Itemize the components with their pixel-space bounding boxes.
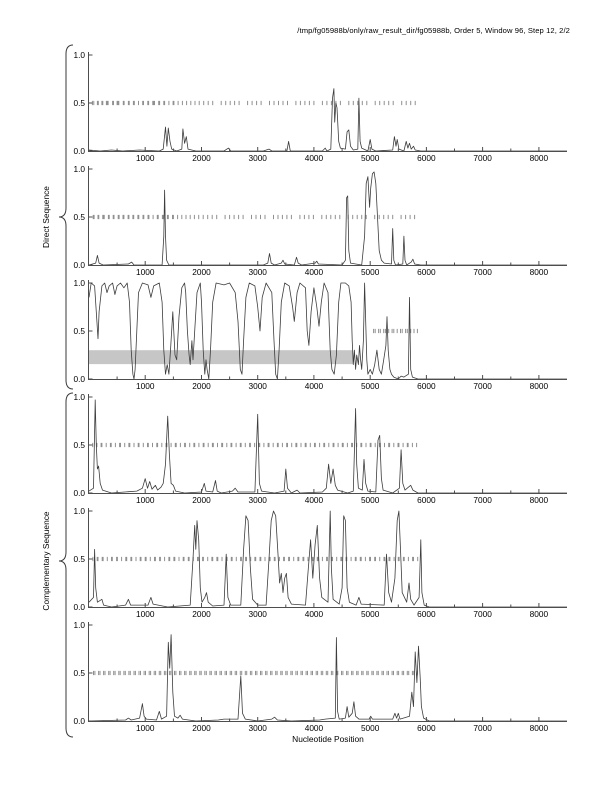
x-tick-label: 2000	[192, 153, 211, 163]
y-tick-label: 0.5	[73, 326, 85, 336]
x-tick-label: 8000	[529, 609, 549, 619]
plot-title: /tmp/fg05988b/only/raw_result_dir/fg05988b, Order 5, Window 96, Step 12, 2/2	[297, 26, 570, 35]
x-tick-label: 3000	[248, 495, 267, 505]
x-tick-label: 2000	[192, 267, 211, 277]
x-tick-label: 1000	[136, 495, 155, 505]
x-tick-label: 6000	[417, 723, 436, 733]
x-tick-label: 5000	[360, 723, 380, 733]
x-tick-label: 6000	[417, 609, 436, 619]
axis-spines	[89, 394, 568, 494]
axis-spines	[89, 52, 568, 152]
x-tick-label: 2000	[192, 381, 211, 391]
axis-ticks	[89, 283, 539, 379]
y-tick-label: 0.5	[73, 668, 85, 678]
y-tick-label: 1.0	[73, 50, 85, 60]
x-tick-label: 3000	[248, 381, 267, 391]
x-tick-label: 5000	[360, 609, 380, 619]
y-tick-label: 1.0	[73, 392, 85, 402]
x-tick-label: 6000	[417, 381, 436, 391]
complementary-sequence-label: Complementary Sequence	[41, 511, 51, 611]
x-tick-label: 6000	[417, 153, 436, 163]
x-tick-label: 3000	[248, 609, 267, 619]
x-tick-label: 4000	[304, 609, 324, 619]
panel-4	[73, 392, 567, 505]
y-tick-label: 0.0	[73, 260, 85, 270]
y-tick-label: 0.5	[73, 440, 85, 450]
x-tick-label: 2000	[192, 609, 211, 619]
gene-markers	[93, 443, 417, 447]
y-tick-label: 0.5	[73, 98, 85, 108]
x-tick-label: 6000	[417, 267, 436, 277]
x-tick-label: 5000	[360, 267, 380, 277]
y-tick-label: 0.0	[73, 374, 85, 384]
y-tick-label: 0.0	[73, 488, 85, 498]
x-tick-label: 1000	[136, 723, 155, 733]
y-tick-label: 0.5	[73, 554, 85, 564]
x-tick-label: 7000	[473, 723, 492, 733]
y-tick-label: 1.0	[73, 620, 85, 630]
x-tick-label: 1000	[136, 381, 155, 391]
gene-markers	[93, 557, 418, 561]
y-tick-label: 1.0	[73, 278, 85, 288]
x-tick-label: 7000	[473, 267, 492, 277]
x-tick-label: 7000	[473, 495, 492, 505]
x-tick-label: 3000	[248, 267, 267, 277]
x-tick-label: 5000	[360, 153, 380, 163]
y-tick-label: 0.0	[73, 716, 85, 726]
panel-3	[73, 278, 567, 391]
axis-spines	[89, 166, 568, 266]
y-tick-label: 0.5	[73, 212, 85, 222]
x-tick-label: 5000	[360, 381, 380, 391]
panel-2	[73, 164, 567, 277]
x-tick-label: 4000	[304, 381, 324, 391]
y-tick-label: 1.0	[73, 506, 85, 516]
axis-ticks	[89, 625, 539, 721]
x-tick-label: 3000	[248, 723, 267, 733]
x-tick-label: 7000	[473, 153, 492, 163]
y-tick-label: 1.0	[73, 164, 85, 174]
x-tick-label: 4000	[304, 153, 324, 163]
panel-1	[73, 50, 567, 163]
x-tick-label: 5000	[360, 495, 380, 505]
x-tick-label: 2000	[192, 495, 211, 505]
probability-curve	[89, 172, 567, 265]
x-tick-label: 8000	[529, 723, 549, 733]
x-tick-label: 3000	[248, 153, 267, 163]
panel-5	[73, 506, 567, 619]
probability-curve	[89, 89, 567, 151]
x-tick-label: 1000	[136, 267, 155, 277]
x-tick-label: 8000	[529, 381, 549, 391]
y-tick-label: 0.0	[73, 146, 85, 156]
x-tick-label: 8000	[529, 267, 549, 277]
probability-curve	[89, 283, 567, 379]
x-tick-label: 8000	[529, 495, 549, 505]
x-tick-label: 4000	[304, 267, 324, 277]
direct-sequence-label: Direct Sequence	[41, 186, 51, 248]
threshold-band	[89, 350, 353, 364]
gene-markers	[94, 671, 418, 675]
probability-curve	[89, 635, 567, 721]
axis-ticks	[89, 169, 539, 265]
x-tick-label: 4000	[304, 495, 324, 505]
probability-curve	[89, 400, 567, 493]
gene-markers	[92, 101, 415, 105]
x-tick-label: 2000	[192, 723, 211, 733]
gene-markers	[374, 329, 418, 333]
y-tick-label: 0.0	[73, 602, 85, 612]
gene-markers	[93, 215, 414, 219]
x-tick-label: 1000	[136, 153, 155, 163]
x-tick-label: 7000	[473, 609, 492, 619]
x-tick-label: 7000	[473, 381, 492, 391]
x-tick-label: 8000	[529, 153, 549, 163]
x-axis-label: Nucleotide Position	[292, 734, 364, 744]
x-tick-label: 6000	[417, 495, 436, 505]
panel-6	[73, 620, 567, 733]
x-tick-label: 4000	[304, 723, 324, 733]
x-tick-label: 1000	[136, 609, 155, 619]
